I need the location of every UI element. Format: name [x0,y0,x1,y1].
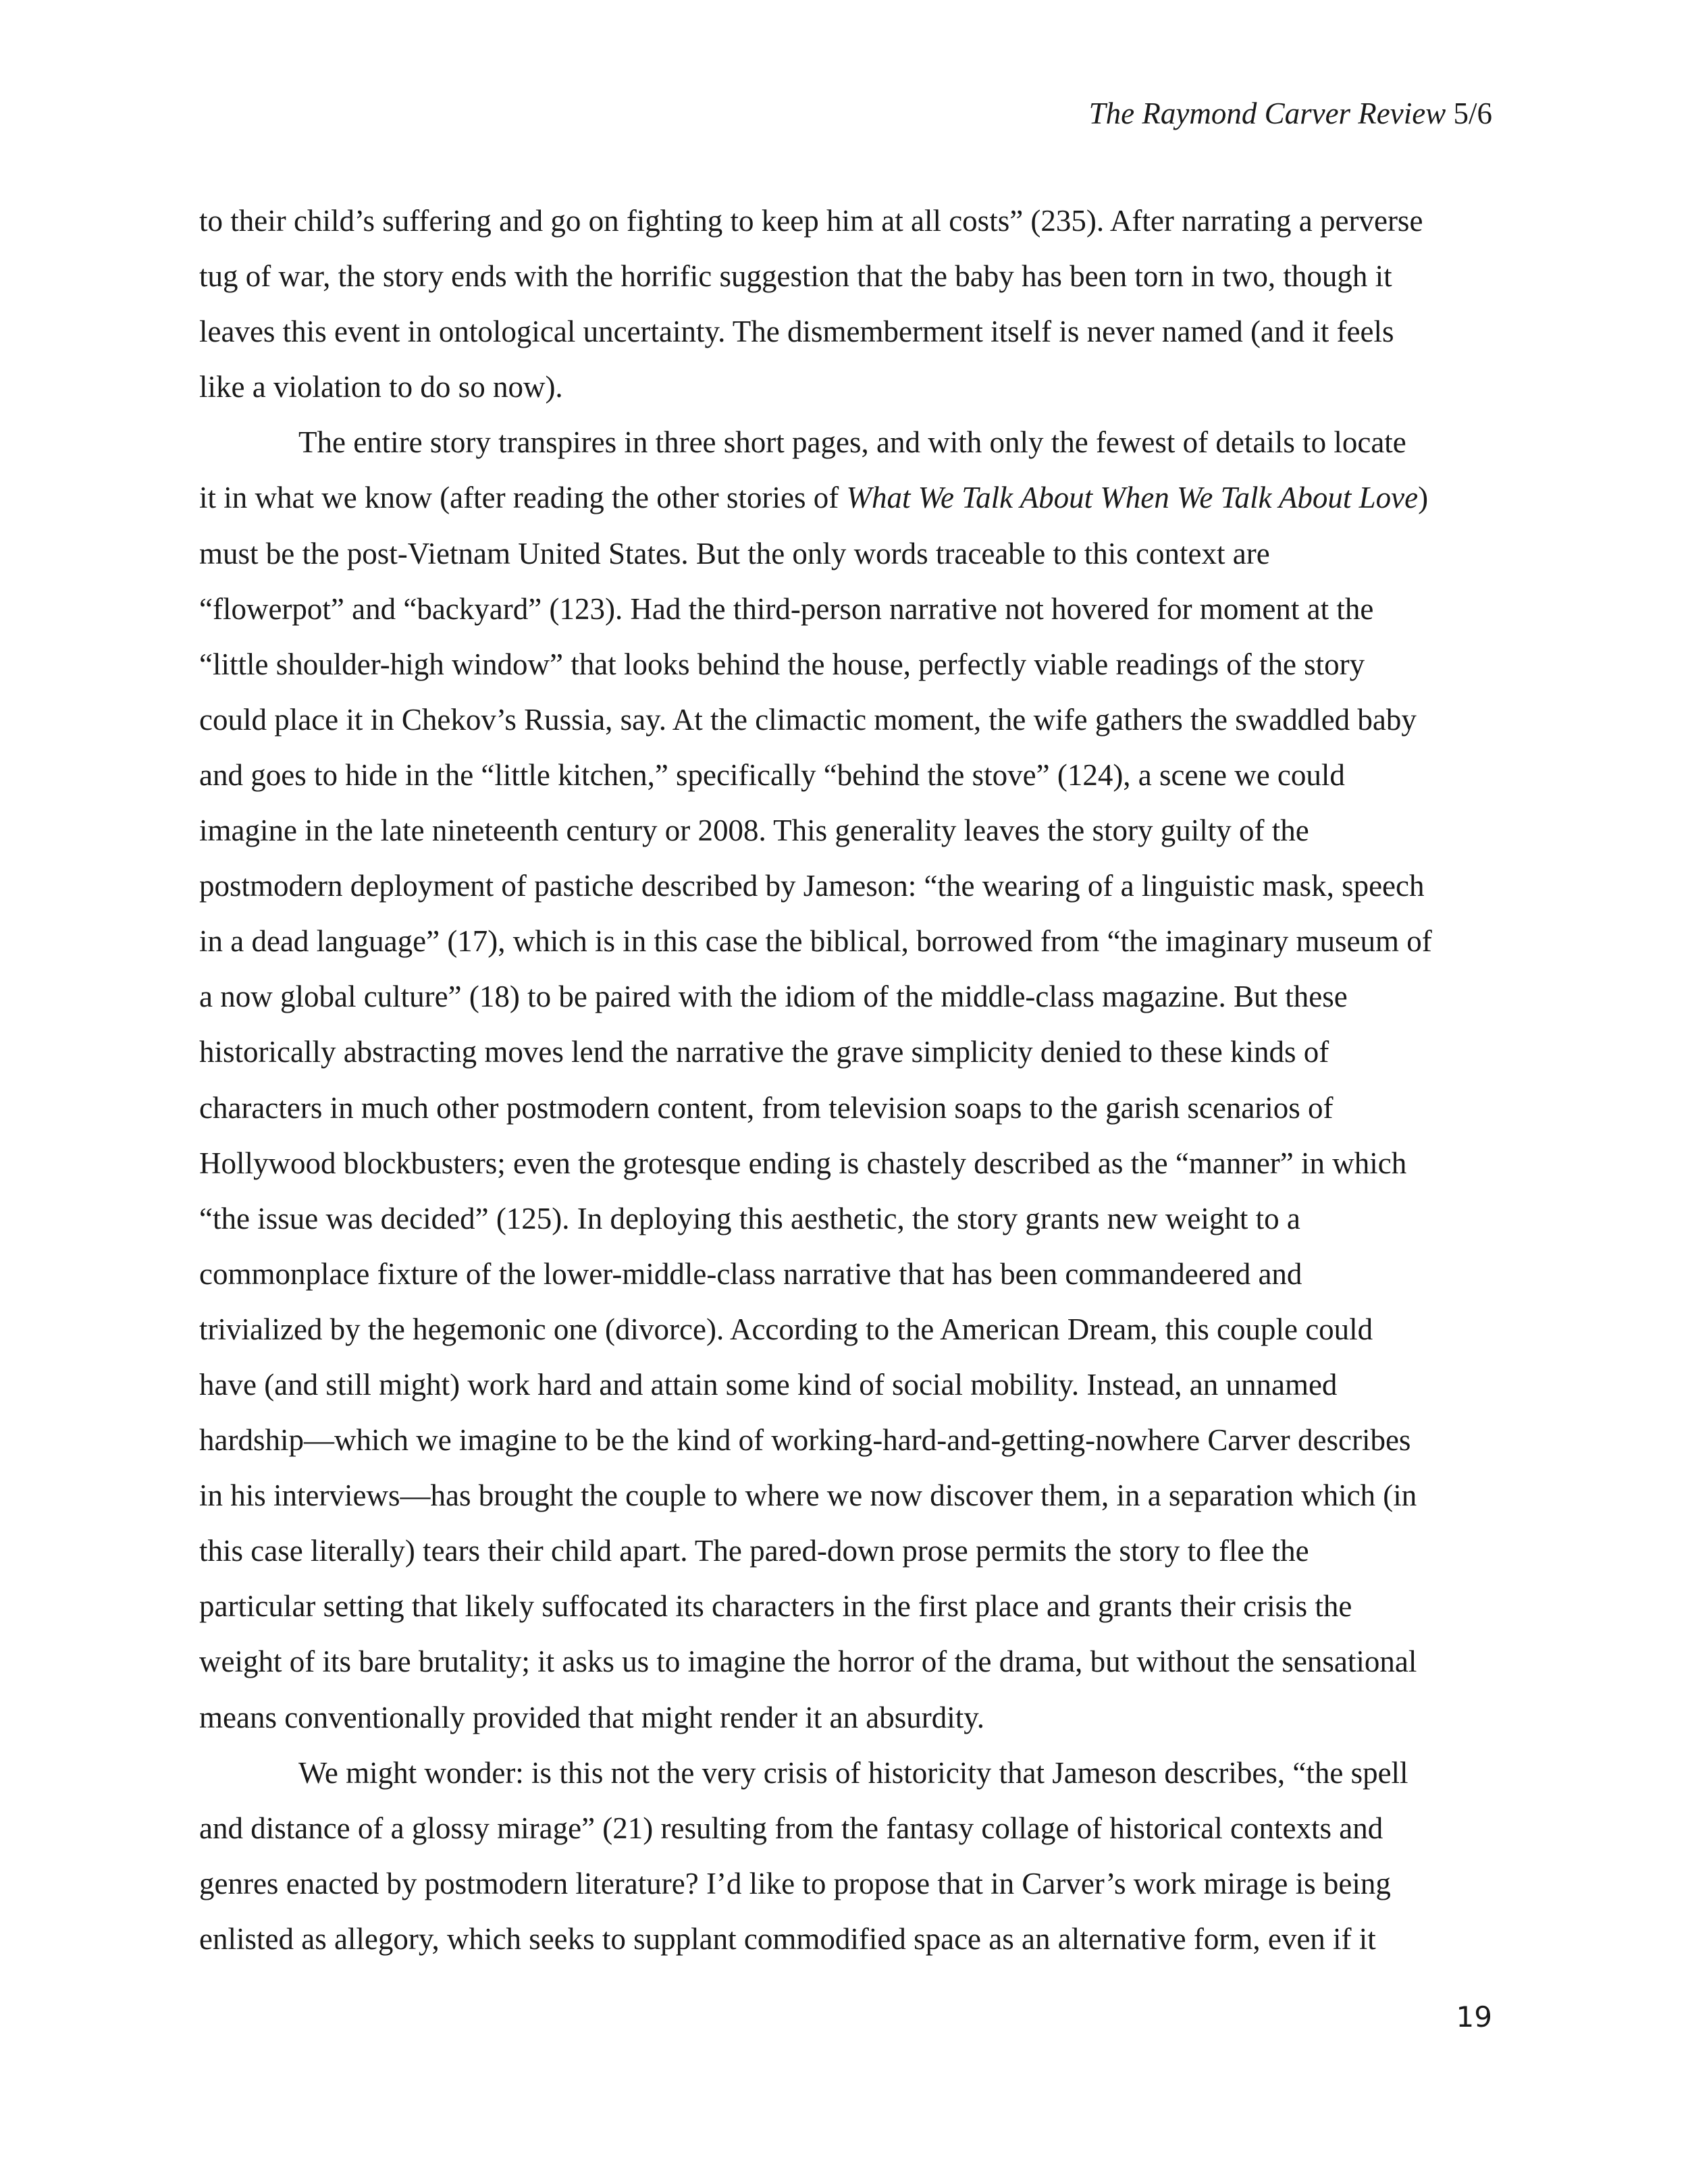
text-line: “the issue was decided” (125). In deploying this aesthetic, the story grants new weight to a [199,1201,1300,1235]
text-line: characters in much other postmodern content, from television soaps to the garish scenarios of [199,1090,1334,1125]
text-line: to their child’s suffering and go on fighting to keep him at all costs” (235). After narrating a perverse [199,204,1423,238]
text-line: like a violation to do so now). [199,370,563,404]
text-line: hardship—which we imagine to be the kind of working-hard-and-getting-nowhere Carver describes [199,1423,1411,1458]
text-line: in a dead language” (17), which is in this case the biblical, borrowed from “the imaginary museum of [199,924,1432,959]
journal-title: The Raymond Carver Review [1088,97,1446,130]
text-line: could place it in Chekov’s Russia, say. At the climactic moment, the wife gathers the swaddled baby [199,702,1417,737]
text-line [199,470,1482,525]
text-line: this case literally) tears their child apart. The pared-down prose permits the story to flee the [199,1534,1309,1568]
text-line: have (and still might) work hard and attain some kind of social mobility. Instead, an unnamed [199,1367,1338,1402]
text-span: it in what we know (after reading the other stories of [199,481,847,515]
text-line: enlisted as allegory, which seeks to supplant commodified space as an alternative form, even if it [199,1921,1376,1956]
text-span: ) [1418,481,1429,515]
text-line: Hollywood blockbusters; even the grotesque ending is chastely described as the “manner” in which [199,1146,1407,1180]
book-title: What We Talk About When We Talk About Love [846,481,1419,515]
text-line: leaves this event in ontological uncertainty. The dismemberment itself is never named (and it feels [199,315,1394,349]
text-line: imagine in the late nineteenth century or 2008. This generality leaves the story guilty of the [199,814,1309,848]
page-number: 19 [1456,2000,1492,2033]
text-line: must be the post-Vietnam United States. But the only words traceable to this context are [199,536,1270,570]
text-line: in his interviews—has brought the couple to where we now discover them, in a separation which (in [199,1479,1417,1513]
text-line: “little shoulder-high window” that looks behind the house, perfectly viable readings of the story [199,647,1365,681]
text-line: “flowerpot” and “backyard” (123). Had the third-person narrative not hovered for moment at the [199,591,1374,626]
text-line: particular setting that likely suffocated its characters in the first place and grants their crisis the [199,1589,1352,1624]
text-line: postmodern deployment of pastiche described by Jameson: “the wearing of a linguistic mask, speech [199,869,1425,903]
issue-number: 5/6 [1453,97,1492,130]
text-line: historically abstracting moves lend the narrative the grave simplicity denied to these kinds of [199,1035,1329,1069]
text-line: a now global culture” (18) to be paired with the idiom of the middle-class magazine. But these [199,980,1348,1014]
text-line: weight of its bare brutality; it asks us to imagine the horror of the drama, but without the sensational [199,1645,1417,1679]
body-text [199,193,1482,1967]
text-line: trivialized by the hegemonic one (divorce). According to the American Dream, this couple could [199,1312,1373,1346]
text-line: commonplace fixture of the lower-middle-class narrative that has been commandeered and [199,1256,1302,1291]
text-line: tug of war, the story ends with the horrific suggestion that the baby has been torn in two, though it [199,259,1392,294]
text-line: means conventionally provided that might render it an absurdity. [199,1700,985,1734]
paragraph-first-line: The entire story transpires in three short pages, and with only the fewest of details to locate [298,425,1406,460]
text-line: and goes to hide in the “little kitchen,” specifically “behind the stove” (124), a scene we could [199,757,1345,792]
paragraph-first-line: We might wonder: is this not the very crisis of historicity that Jameson describes, “the spell [298,1755,1408,1790]
running-header [1089,93,1492,134]
text-line: genres enacted by postmodern literature? I’d like to propose that in Carver’s work mirage is being [199,1866,1391,1900]
text-line: and distance of a glossy mirage” (21) resulting from the fantasy collage of historical contexts and [199,1811,1383,1845]
